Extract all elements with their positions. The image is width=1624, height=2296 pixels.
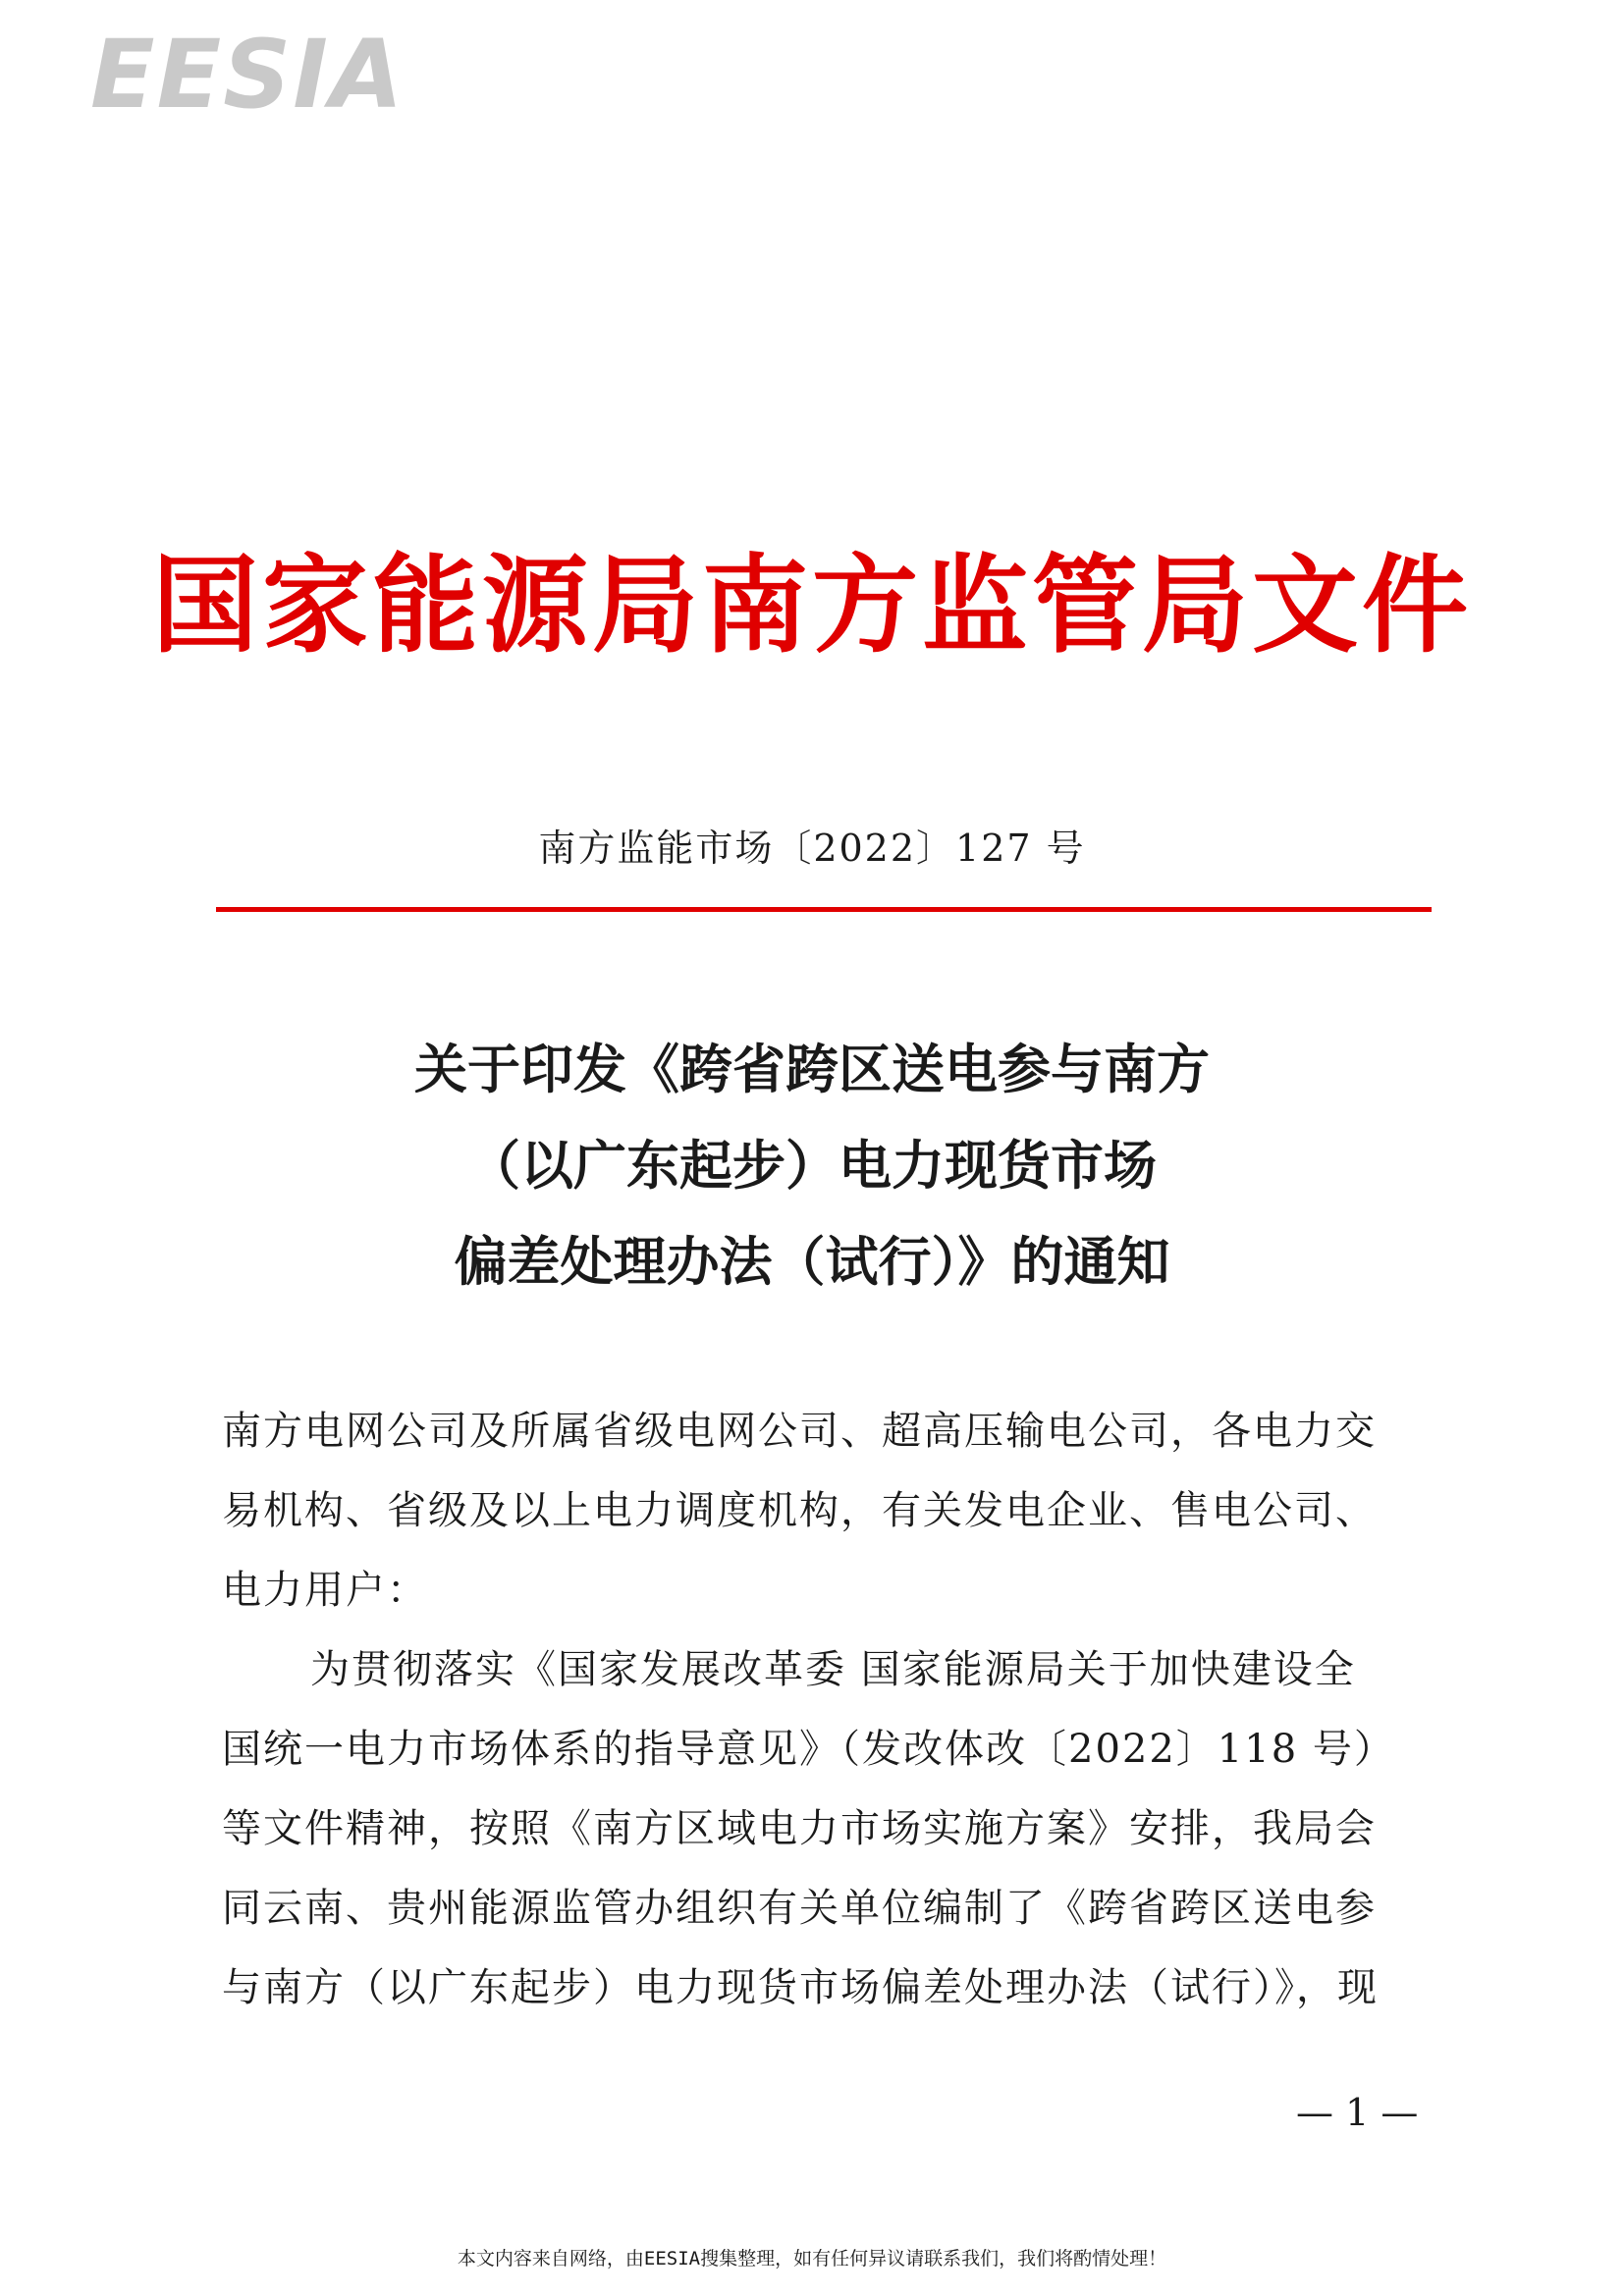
footer-disclaimer: 本文内容来自网络，由EESIA搜集整理，如有任何异议请联系我们，我们将酌情处理！	[457, 2248, 1167, 2269]
document-title	[0, 1021, 1624, 1309]
addressee-line: 南方电网公司及所属省级电网公司、超高压输电公司，各电力交	[222, 1409, 1377, 1454]
paragraph-line: 同云南、贵州能源监管办组织有关单位编制了《跨省跨区送电参	[222, 1886, 1377, 1931]
red-divider-line	[216, 907, 1432, 912]
eesia-watermark-logo: EESIA	[90, 20, 406, 130]
paragraph-line: 等文件精神，按照《南方区域电力市场实施方案》安排，我局会	[222, 1806, 1377, 1851]
title-line-3: 偏差处理办法（试行）》的通知	[454, 1230, 1170, 1293]
paragraph-line: 为贯彻落实《国家发展改革委 国家能源局关于加快建设全	[310, 1647, 1356, 1692]
document-number: 南方监能市场〔2022〕127 号	[538, 827, 1086, 870]
paragraph-line: 国统一电力市场体系的指导意见》（发改体改〔2022〕118 号）	[222, 1727, 1395, 1772]
addressee-line: 易机构、省级及以上电力调度机构，有关发电企业、售电公司、	[222, 1488, 1377, 1533]
paragraph-line: 与南方（以广东起步）电力现货市场偏差处理办法（试行）》，现	[222, 1965, 1379, 2010]
issuer-red-header: 国家能源局南方监管局文件	[151, 544, 1472, 667]
title-line-2: （以广东起步）电力现货市场	[467, 1134, 1157, 1197]
page-number: — 1 —	[1296, 2091, 1419, 2134]
addressee-line: 电力用户：	[222, 1568, 428, 1613]
title-line-1: 关于印发《跨省跨区送电参与南方	[414, 1038, 1210, 1100]
document-body	[222, 1392, 1432, 2028]
